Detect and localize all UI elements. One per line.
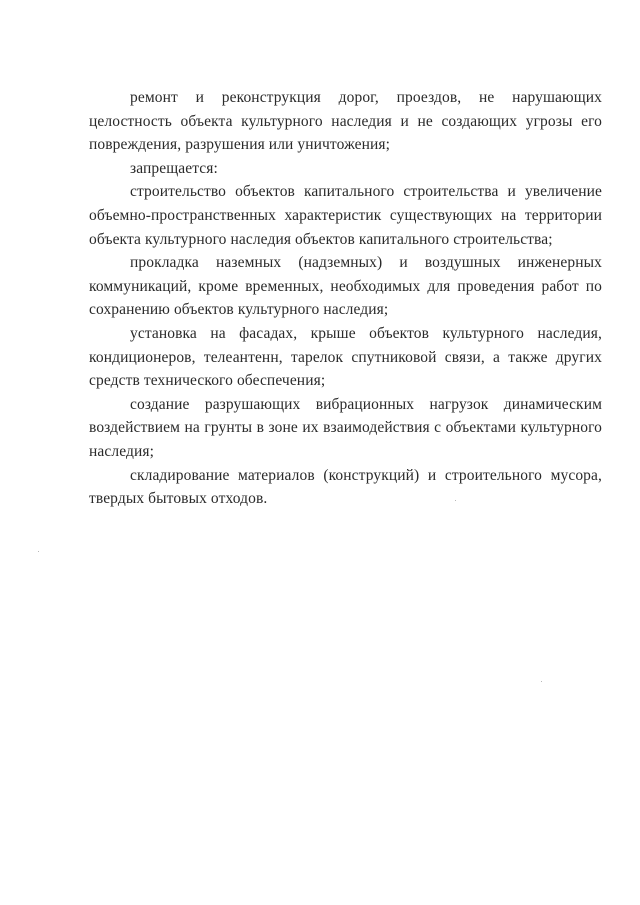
paragraph-materials-storage: складирование материалов (конструкций) и строительного мусора, твердых бытовых отходов. <box>89 466 602 508</box>
paragraph-prohibited-heading: запрещается: <box>130 159 218 177</box>
paragraph-capital-construction: строительство объектов капитального строительства и увеличение объемно-пространственных характеристик существующих на территории объекта культурного наследия объектов капитального строительства; <box>89 183 602 248</box>
scan-speck <box>38 551 39 552</box>
paragraph-engineering-networks: прокладка наземных (надземных) и воздушных инженерных коммуникаций, кроме временных, необходимых для проведения работ по сохранению объектов культурного наследия; <box>89 254 602 319</box>
paragraph-facade-equipment: установка на фасадах, крыше объектов культурного наследия, кондиционеров, телеантенн, тарелок спутниковой связи, а также других средств технического обеспечения; <box>89 324 602 390</box>
paragraph-road-repair: ремонт и реконструкция дорог, проездов, не нарушающих целостность объекта культурного наследия и не создающих угрозы его повреждения, разрушения или уничтожения; <box>89 89 602 154</box>
scan-speck <box>455 500 456 501</box>
paragraph-vibration-loads: создание разрушающих вибрационных нагрузок динамическим воздействием на грунты в зоне их взаимодействия с объектами культурного наследия; <box>89 395 602 460</box>
document-body <box>89 86 602 511</box>
scan-speck <box>541 681 542 682</box>
